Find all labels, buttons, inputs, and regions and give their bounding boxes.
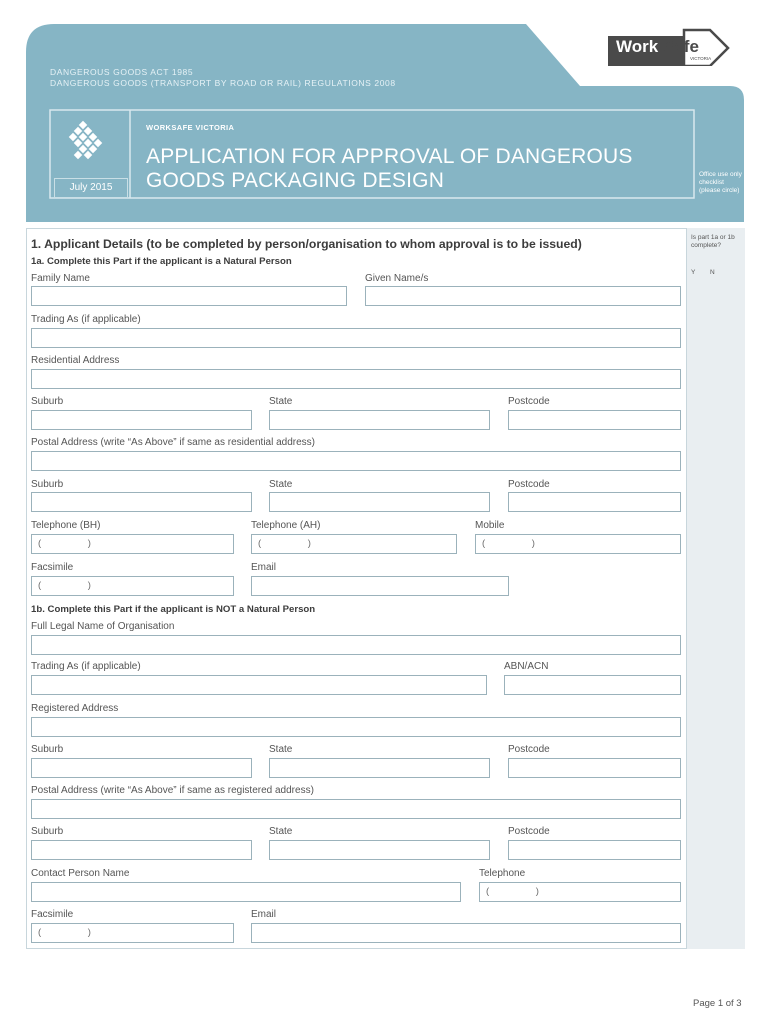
page-number: Page 1 of 3: [693, 998, 742, 1009]
postal-address-label: Postal Address (write “As Above” if same as residential address): [31, 437, 316, 448]
postal-postcode-label: Postcode: [508, 479, 550, 490]
postal-suburb-field[interactable]: [31, 492, 252, 512]
email-label: Email: [251, 562, 277, 573]
form-title-line-2: GOODS PACKAGING DESIGN: [146, 169, 445, 192]
worksafe-logo: [606, 24, 730, 66]
part-1a-title: 1a. Complete this Part if the applicant is a Natural Person: [31, 256, 292, 267]
date-label: July 2015: [54, 178, 128, 198]
postcode-field[interactable]: [508, 410, 681, 430]
phone-mask: ( ): [482, 538, 557, 549]
registered-address-field[interactable]: [31, 717, 681, 737]
act-line-1: DANGEROUS GOODS ACT 1985: [50, 67, 194, 77]
email-field[interactable]: [251, 576, 509, 596]
trading-as-field[interactable]: [31, 328, 681, 348]
checklist-no[interactable]: N: [710, 269, 715, 276]
part-1b-title: 1b. Complete this Part if the applicant is NOT a Natural Person: [31, 604, 316, 615]
org-postal-postcode-label: Postcode: [508, 826, 550, 837]
facsimile-field[interactable]: [31, 576, 234, 596]
office-checklist-column: [686, 228, 745, 949]
phone-mask: ( ): [38, 538, 113, 549]
full-legal-name-label: Full Legal Name of Organisation: [31, 621, 175, 632]
suburb-field[interactable]: [31, 410, 252, 430]
org-trading-as-field[interactable]: [31, 675, 487, 695]
postcode-label: Postcode: [508, 396, 550, 407]
postal-suburb-label: Suburb: [31, 479, 64, 490]
org-suburb-field[interactable]: [31, 758, 252, 778]
org-postal-state-field[interactable]: [269, 840, 490, 860]
form-title-line-1: APPLICATION FOR APPROVAL OF DANGEROUS: [146, 145, 633, 168]
logo-safe-text: Safe: [663, 37, 699, 56]
checklist-yes[interactable]: Y: [691, 269, 696, 276]
act-line-2: DANGEROUS GOODS (TRANSPORT BY ROAD OR RAIL) REGULATIONS 2008: [50, 78, 396, 88]
telephone-ah-label: Telephone (AH): [251, 520, 321, 531]
telephone-bh-field[interactable]: [31, 534, 234, 554]
logo-work-text: Work: [616, 37, 659, 56]
mobile-field[interactable]: [475, 534, 681, 554]
family-name-field[interactable]: [31, 286, 347, 306]
contact-person-label: Contact Person Name: [31, 868, 130, 879]
org-email-label: Email: [251, 909, 277, 920]
org-state-field[interactable]: [269, 758, 490, 778]
phone-mask: ( ): [38, 580, 113, 591]
org-postcode-field[interactable]: [508, 758, 681, 778]
telephone-ah-field[interactable]: [251, 534, 457, 554]
org-suburb-label: Suburb: [31, 744, 64, 755]
org-postal-state-label: State: [269, 826, 293, 837]
org-facsimile-field[interactable]: [31, 923, 234, 943]
state-label: State: [269, 396, 293, 407]
checklist-question: Is part 1a or 1b complete?: [691, 234, 735, 249]
postal-postcode-field[interactable]: [508, 492, 681, 512]
abn-acn-label: ABN/ACN: [504, 661, 549, 672]
mobile-label: Mobile: [475, 520, 505, 531]
residential-address-label: Residential Address: [31, 355, 120, 366]
postal-address-field[interactable]: [31, 451, 681, 471]
section-1-title: 1. Applicant Details (to be completed by person/organisation to whom approval is to be issued): [31, 237, 582, 251]
registered-address-label: Registered Address: [31, 703, 119, 714]
full-legal-name-field[interactable]: [31, 635, 681, 655]
contact-person-field[interactable]: [31, 882, 461, 902]
org-label: WORKSAFE VICTORIA: [146, 123, 235, 132]
given-names-label: Given Name/s: [365, 273, 429, 284]
phone-mask: ( ): [486, 886, 561, 897]
org-email-field[interactable]: [251, 923, 681, 943]
org-postal-address-field[interactable]: [31, 799, 681, 819]
phone-mask: ( ): [258, 538, 333, 549]
org-postcode-label: Postcode: [508, 744, 550, 755]
postal-state-label: State: [269, 479, 293, 490]
contact-telephone-field[interactable]: [479, 882, 681, 902]
org-postal-postcode-field[interactable]: [508, 840, 681, 860]
postal-state-field[interactable]: [269, 492, 490, 512]
given-names-field[interactable]: [365, 286, 681, 306]
contact-telephone-label: Telephone: [479, 868, 526, 879]
facsimile-label: Facsimile: [31, 562, 74, 573]
org-state-label: State: [269, 744, 293, 755]
phone-mask: ( ): [38, 927, 113, 938]
state-field[interactable]: [269, 410, 490, 430]
org-postal-suburb-label: Suburb: [31, 826, 64, 837]
residential-address-field[interactable]: [31, 369, 681, 389]
org-postal-address-label: Postal Address (write “As Above” if same as registered address): [31, 785, 314, 796]
diamond-pattern-icon: [66, 120, 114, 168]
abn-acn-field[interactable]: [504, 675, 681, 695]
org-facsimile-label: Facsimile: [31, 909, 74, 920]
suburb-label: Suburb: [31, 396, 64, 407]
org-postal-suburb-field[interactable]: [31, 840, 252, 860]
telephone-bh-label: Telephone (BH): [31, 520, 101, 531]
family-name-label: Family Name: [31, 273, 90, 284]
logo-victoria-text: VICTORIA: [690, 56, 712, 61]
org-trading-as-label: Trading As (if applicable): [31, 661, 141, 672]
trading-as-label: Trading As (if applicable): [31, 314, 141, 325]
office-use-note: Office use only checklist (please circle): [699, 171, 742, 194]
